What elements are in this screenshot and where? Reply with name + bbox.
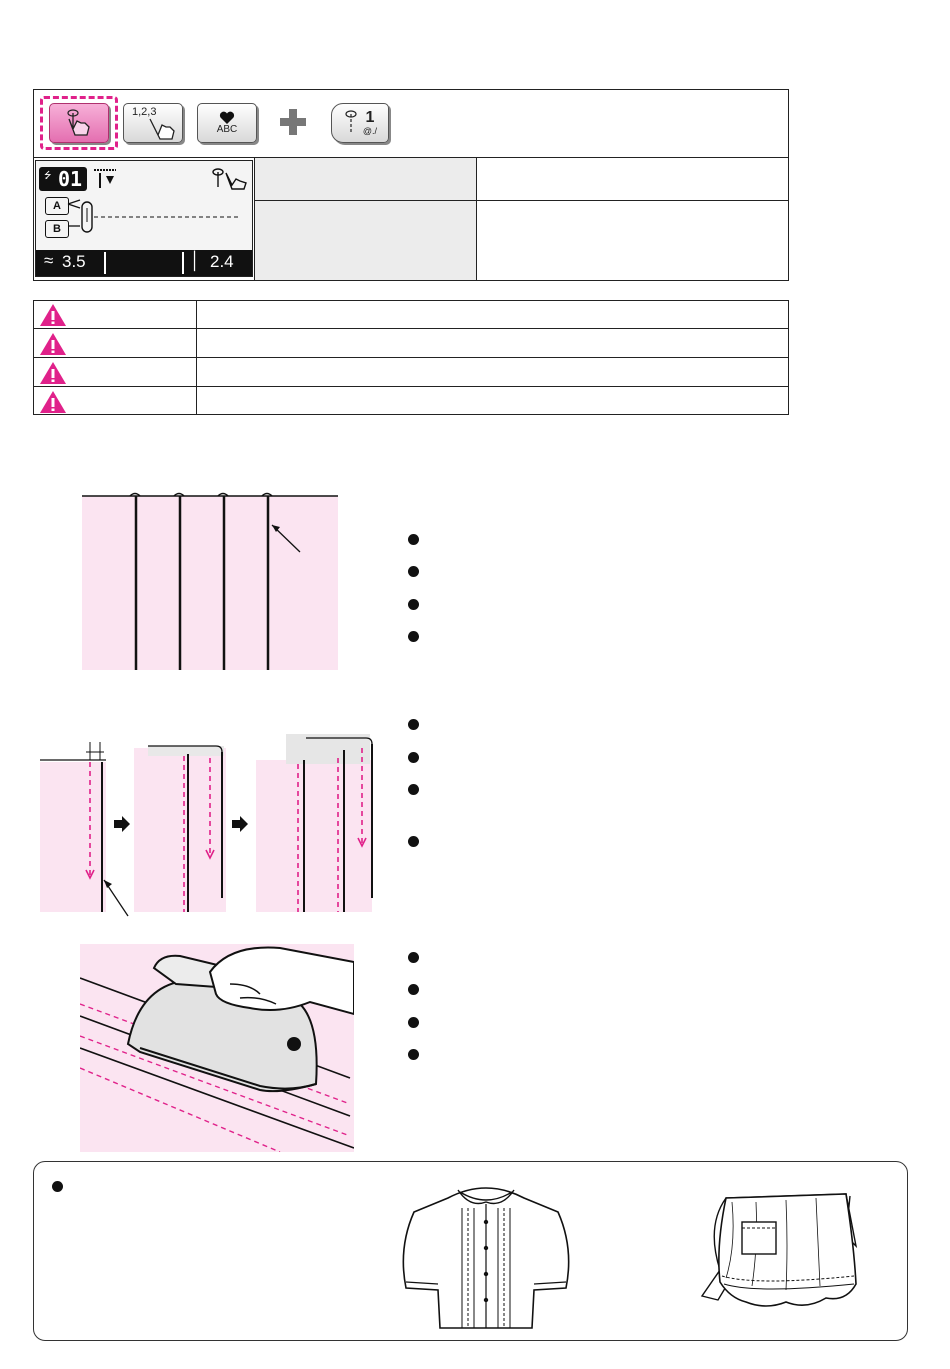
divider [33, 386, 789, 387]
needle-position-icon [92, 168, 118, 190]
divider [33, 328, 789, 329]
character-key-label: ABC [216, 124, 238, 135]
memory-b-box: B [45, 220, 69, 238]
utility-stitch-key[interactable] [49, 103, 109, 143]
divider [182, 252, 184, 274]
warning-icon [39, 332, 67, 356]
stitch-length-value: 2.4 [210, 252, 234, 271]
bullet-icon [52, 1181, 63, 1192]
pattern-number: 01 [58, 167, 83, 191]
divider [476, 157, 477, 281]
presser-foot-icon [343, 108, 363, 138]
presser-foot-label: 1 [365, 109, 375, 127]
number-key-label: 1,2,3 [132, 106, 157, 118]
bullet-icon [408, 952, 419, 963]
bullet-icon [408, 752, 419, 763]
ironing-illustration [80, 944, 354, 1152]
stitch-width-icon: ≈ [44, 251, 54, 270]
character-key[interactable] [197, 103, 257, 143]
bullet-icon [408, 631, 419, 642]
foot-hand-icon [210, 167, 250, 191]
pattern-bracket-icon: ⭍ [44, 170, 52, 180]
stitch-preview-icon [66, 196, 246, 240]
warning-icon [39, 303, 67, 327]
apron-illustration [696, 1186, 866, 1316]
bullet-icon [408, 1017, 419, 1028]
memory-a-box: A [45, 197, 69, 215]
number-key[interactable] [123, 103, 183, 143]
divider [104, 252, 106, 274]
divider [33, 357, 789, 358]
hand-touch-icon [59, 107, 99, 139]
blouse-illustration [398, 1178, 574, 1330]
warning-icon [39, 390, 67, 414]
folding-steps-illustration [36, 728, 376, 918]
bullet-icon [408, 836, 419, 847]
presser-foot-key[interactable] [331, 103, 389, 143]
warning-icon [39, 361, 67, 385]
bullet-icon [408, 719, 419, 730]
divider [196, 300, 197, 415]
bullet-icon [408, 1049, 419, 1060]
stitch-width-value: 3.5 [62, 252, 86, 271]
settings-label-cell [255, 158, 476, 280]
divider [254, 200, 789, 201]
plus-icon [279, 108, 307, 136]
bullet-icon [408, 784, 419, 795]
pintuck-fabric-illustration [80, 490, 342, 672]
bullet-icon [408, 534, 419, 545]
heart-icon [219, 111, 235, 125]
presser-foot-sub: @./ [362, 125, 378, 136]
stitch-length-icon: │ [190, 251, 201, 270]
bullet-icon [408, 984, 419, 995]
bullet-icon [408, 566, 419, 577]
bullet-icon [408, 599, 419, 610]
